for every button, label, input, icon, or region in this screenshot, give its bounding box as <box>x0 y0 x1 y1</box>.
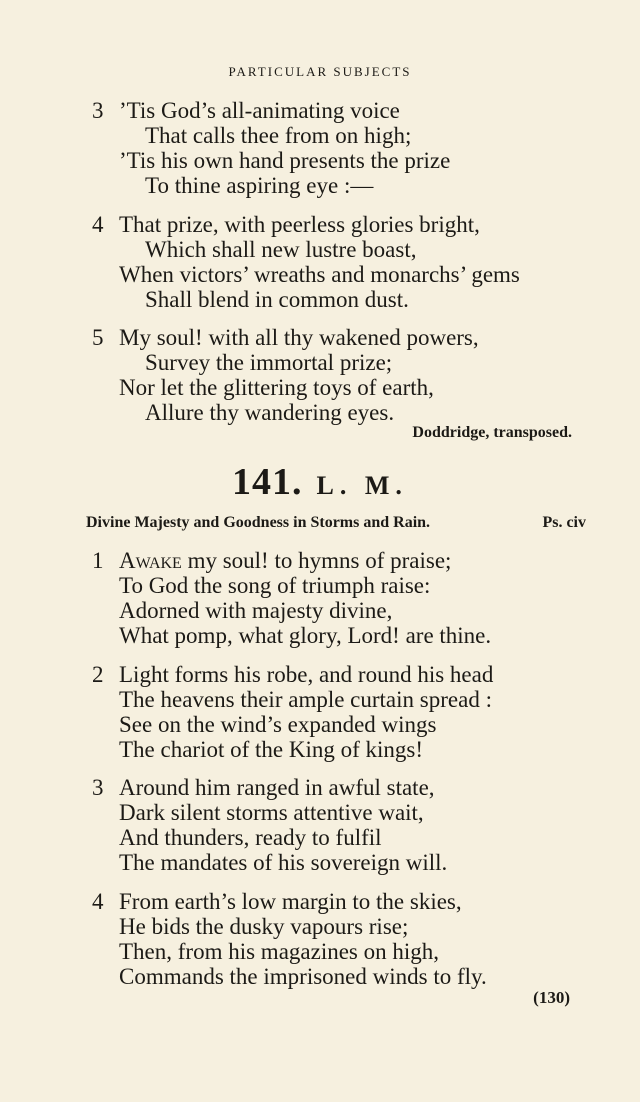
verse-line: To God the song of triumph raise: <box>119 573 431 598</box>
verse-line: From earth’s low margin to the skies, <box>119 889 462 914</box>
verse-line: Around him ranged in awful state, <box>119 775 435 800</box>
verse-line: He bids the dusky vapours rise; <box>119 914 409 939</box>
stanza-1 <box>92 548 592 648</box>
verse-line: See on the wind’s expanded wings <box>119 712 437 737</box>
verse-line: Nor let the glittering toys of earth, <box>119 375 434 400</box>
stanza-3 <box>92 775 592 875</box>
stanza-4 <box>92 889 592 989</box>
verse-line: Then, from his magazines on high, <box>119 939 440 964</box>
hymn-meter: L. M. <box>316 471 408 500</box>
verse-line: That prize, with peerless glories bright, <box>119 212 480 237</box>
verse-line: Shall blend in common dust. <box>145 287 409 312</box>
stanza-2 <box>92 662 592 762</box>
verse-line: What pomp, what glory, Lord! are thine. <box>119 623 492 648</box>
hymn-number: 141. <box>232 461 303 503</box>
verse-line: ’Tis God’s all-animating voice <box>119 98 400 123</box>
hymn-subject: Divine Majesty and Goodness in Storms and Rain. <box>86 514 431 531</box>
verse-line: To thine aspiring eye :— <box>145 173 374 198</box>
stanza-prev-5 <box>92 325 592 425</box>
verse-line: And thunders, ready to fulfil <box>119 825 382 850</box>
stanza-prev-4 <box>92 212 592 312</box>
verse-line: That calls thee from on high; <box>145 123 412 148</box>
stanza-number: 1 <box>92 548 104 573</box>
hymn-heading <box>0 460 640 504</box>
verse-line: Allure thy wandering eyes. <box>145 400 395 425</box>
running-head: PARTICULAR SUBJECTS <box>228 64 412 79</box>
verse-line: The mandates of his sovereign will. <box>119 850 448 875</box>
psalm-reference: Ps. civ <box>542 514 586 531</box>
verse-line: Commands the imprisoned winds to fly. <box>119 964 487 989</box>
stanza-number: 5 <box>92 325 104 350</box>
verse-line: My soul! with all thy wakened powers, <box>119 325 479 350</box>
stanza-number: 2 <box>92 662 104 687</box>
stanza-number: 4 <box>92 212 104 237</box>
verse-line: Which shall new lustre boast, <box>145 237 417 262</box>
first-word: Awake <box>119 548 182 573</box>
verse-line: The heavens their ample curtain spread : <box>119 687 492 712</box>
verse-line: ’Tis his own hand presents the prize <box>119 148 451 173</box>
stanza-number: 3 <box>92 98 104 123</box>
attribution: Doddridge, transposed. <box>412 424 572 441</box>
verse-line: The chariot of the King of kings! <box>119 737 424 762</box>
stanza-number: 4 <box>92 889 104 914</box>
verse-line: Dark silent storms attentive wait, <box>119 800 424 825</box>
verse-line: Adorned with majesty divine, <box>119 598 393 623</box>
stanza-number: 3 <box>92 775 104 800</box>
stanza-prev-3 <box>92 98 592 198</box>
page-number: (130) <box>533 988 570 1007</box>
verse-line: Survey the immortal prize; <box>145 350 393 375</box>
verse-line: Awake my soul! to hymns of praise; <box>119 548 452 573</box>
verse-line: When victors’ wreaths and monarchs’ gems <box>119 262 520 287</box>
verse-line: Light forms his robe, and round his head <box>119 662 494 687</box>
